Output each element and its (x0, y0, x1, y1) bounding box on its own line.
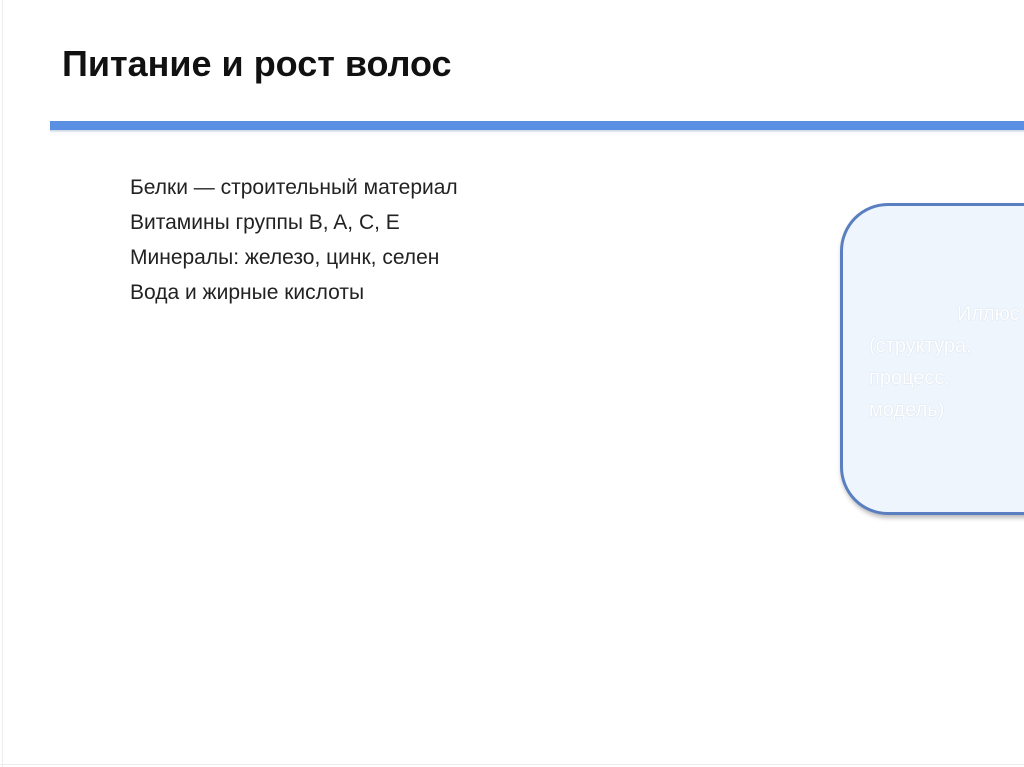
bullet-item-vitamins: Витамины группы B, A, C, E (130, 211, 400, 234)
illustration-placeholder (840, 203, 1024, 515)
illustration-caption (869, 298, 1024, 426)
illustration-caption-line: (структура, (869, 335, 972, 357)
illustration-caption-line: процесс, (869, 367, 950, 389)
bullet-item-water: Вода и жирные кислоты (130, 281, 365, 304)
illustration-caption-line: модель) (869, 399, 945, 421)
bullet-item-proteins: Белки — строительный материал (130, 176, 458, 199)
slide-title: Питание и рост волос (62, 43, 452, 84)
bullet-item-minerals: Минералы: железо, цинк, селен (130, 246, 440, 269)
title-underline-bar (50, 121, 1024, 130)
slide-left-edge (2, 0, 3, 767)
slide-bottom-edge (0, 764, 1024, 765)
bullet-list (130, 170, 458, 310)
illustration-caption-line: Иллюс (957, 303, 1020, 325)
title-underline-shadow (50, 130, 1024, 133)
